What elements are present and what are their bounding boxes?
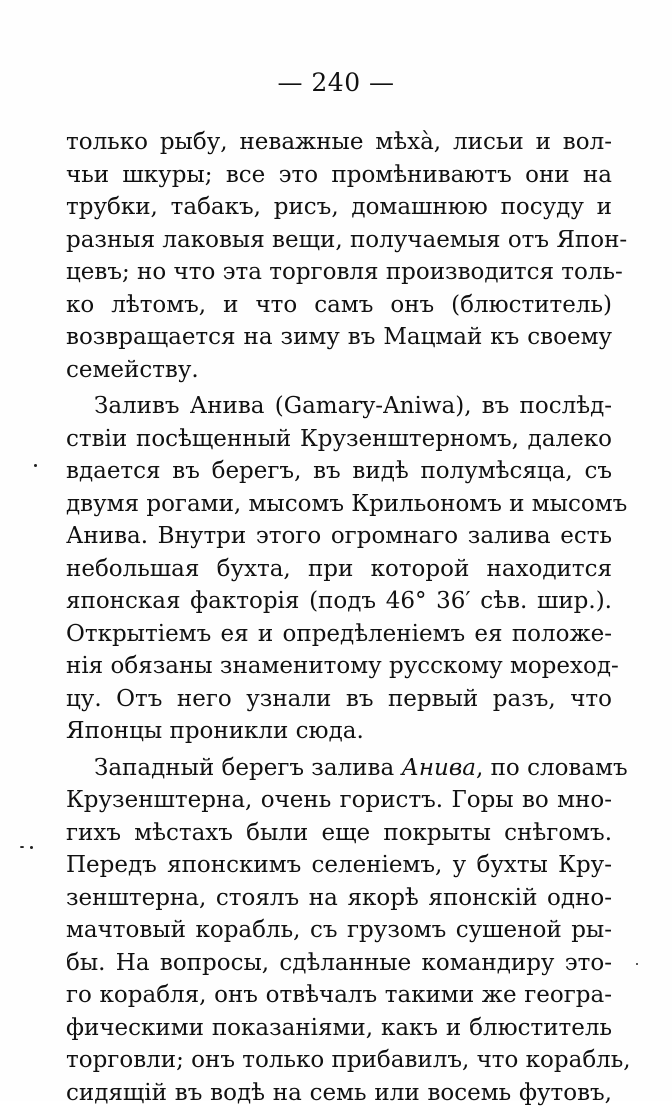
text-line: японская факторія (подъ 46° 36′ сѣв. шир.). — [66, 585, 612, 618]
text-line: сидящій въ водѣ на семь или восемь футовъ, — [66, 1077, 612, 1109]
scan-speck — [636, 963, 638, 965]
text-line: Анива. Внутри этого огромнаго залива есть — [66, 520, 612, 553]
paragraph-3 — [66, 752, 612, 1109]
text-line: ствіи посѣщенный Крузенштерномъ, далеко — [66, 423, 612, 456]
text-line: мачтовый корабль, съ грузомъ сушеной ры- — [66, 914, 612, 947]
text-line: зенштерна, стоялъ на якорѣ японскій одно- — [66, 882, 612, 915]
paragraph-2 — [66, 390, 612, 748]
italic-place-name: Анива — [401, 755, 475, 781]
text-line: гихъ мѣстахъ были еще покрыты снѣгомъ. — [66, 817, 612, 850]
text-line: фическими показаніями, какъ и блюститель — [66, 1012, 612, 1045]
text-line: Крузенштерна, очень гористъ. Горы во мно- — [66, 784, 612, 817]
text-line: вдается въ берегъ, въ видѣ полумѣсяца, съ — [66, 455, 612, 488]
text-line: торговли; онъ только прибавилъ, что корабль, — [66, 1044, 612, 1077]
scan-speck — [20, 846, 24, 848]
text-line: семейству. — [66, 354, 612, 387]
text-line: Передъ японскимъ селеніемъ, у бухты Кру- — [66, 849, 612, 882]
text-line: небольшая бухта, при которой находится — [66, 553, 612, 586]
text-line: разныя лаковыя вещи, получаемыя отъ Япон- — [66, 224, 612, 257]
text-line: цу. Отъ него узнали въ первый разъ, что — [66, 683, 612, 716]
text-line: чьи шкуры; все это промѣниваютъ они на — [66, 159, 612, 192]
text-line: Открытіемъ ея и опредѣленіемъ ея положе- — [66, 618, 612, 651]
text-line: трубки, табакъ, рисъ, домашнюю посуду и — [66, 191, 612, 224]
text-line: бы. На вопросы, сдѣланные командиру это- — [66, 947, 612, 980]
text-line: го корабля, онъ отвѣчалъ такими же геогра- — [66, 979, 612, 1012]
text-line: возвращается на зиму въ Мацмай къ своему — [66, 321, 612, 354]
text-line: двумя рогами, мысомъ Крильономъ и мысомъ — [66, 488, 612, 521]
page-number: — 240 — — [0, 68, 672, 98]
text-line: Западный берегъ залива Анива, по словамъ — [66, 752, 612, 785]
scan-speck — [34, 464, 37, 467]
scan-speck — [30, 846, 33, 849]
text-line: Японцы проникли сюда. — [66, 715, 612, 748]
text-line: ко лѣтомъ, и что самъ онъ (блюститель) — [66, 289, 612, 322]
text-line: цевъ; но что эта торговля производится толь- — [66, 256, 612, 289]
text-line: нія обязаны знаменитому русскому мореход- — [66, 650, 612, 683]
text-line: только рыбу, неважные мѣха̀, лисьи и вол- — [66, 126, 612, 159]
text-line: Заливъ Анива (Gamary-Aniwa), въ послѣд- — [66, 390, 612, 423]
body-text — [66, 126, 612, 1109]
paragraph-1 — [66, 126, 612, 386]
